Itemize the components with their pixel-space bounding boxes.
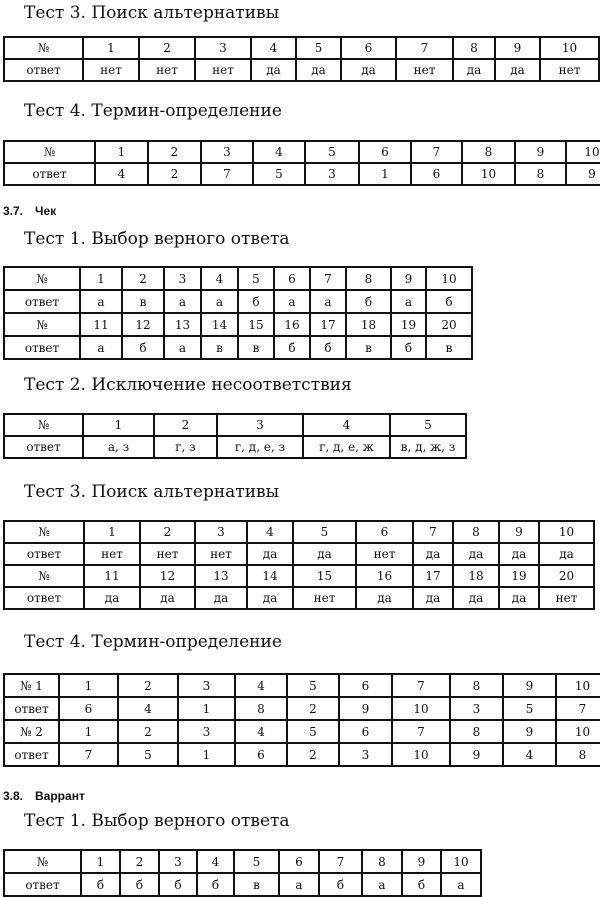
table-cell: 4 — [247, 521, 293, 543]
table-cell: 20 — [539, 565, 594, 587]
table-cell: 16 — [274, 313, 310, 336]
table-cell: 8 — [556, 743, 600, 766]
table-cell: да — [251, 59, 296, 81]
table-cell: 5 — [390, 414, 466, 436]
table-cell: да — [341, 59, 396, 81]
table-cell: 4 — [201, 267, 238, 290]
table-cell: нет — [140, 543, 195, 565]
table-cell: г, д, е, з — [217, 436, 303, 458]
table-cell: б — [120, 873, 159, 896]
table-cell: да — [195, 587, 247, 609]
table-cell: 8 — [346, 267, 391, 290]
table-cell: а — [441, 873, 481, 896]
table-cell: 10 — [462, 163, 515, 185]
table-cell: 8 — [450, 674, 503, 697]
table-cell: да — [499, 543, 539, 565]
table-cell: 7 — [319, 850, 362, 873]
table-cell: 1 — [359, 163, 411, 185]
table-cell: 17 — [310, 313, 346, 336]
table-cell: а — [80, 336, 122, 359]
table-cell: 12 — [140, 565, 195, 587]
table-cell: 15 — [238, 313, 274, 336]
table-cell: 1 — [59, 674, 118, 697]
answer-table — [3, 36, 600, 82]
table-cell: 1 — [80, 267, 122, 290]
table-cell: 4 — [303, 414, 390, 436]
table-cell: в, д, ж, з — [390, 436, 466, 458]
table-cell: 7 — [201, 163, 253, 185]
table-cell: 3 — [201, 141, 253, 163]
table-cell: да — [293, 543, 356, 565]
row-header: № 1 — [4, 674, 59, 697]
table-row — [4, 267, 472, 290]
table-cell: да — [413, 587, 453, 609]
row-header: ответ — [4, 59, 83, 81]
table-cell: а, з — [83, 436, 154, 458]
table-cell: 3 — [178, 720, 235, 743]
table-cell: 13 — [195, 565, 247, 587]
table-row — [4, 697, 600, 720]
table-cell: да — [296, 59, 341, 81]
table-cell: 1 — [59, 720, 118, 743]
table-row — [4, 565, 594, 587]
table-row — [4, 543, 594, 565]
table-cell: 10 — [426, 267, 472, 290]
table-cell: да — [453, 543, 499, 565]
section-title: Варрант — [35, 789, 85, 803]
table-cell: 9 — [495, 37, 540, 59]
table-cell: в — [238, 336, 274, 359]
table-cell: 11 — [80, 313, 122, 336]
table-cell: 1 — [83, 414, 154, 436]
table-cell: да — [356, 587, 413, 609]
table-cell: 4 — [95, 163, 148, 185]
table-cell: а — [274, 290, 310, 313]
table-cell: 7 — [396, 37, 453, 59]
table-row — [4, 59, 599, 81]
table-cell: 5 — [118, 743, 178, 766]
table-cell: 6 — [339, 674, 392, 697]
row-header: ответ — [4, 163, 95, 185]
table-cell: 8 — [462, 141, 515, 163]
table-cell: 3 — [159, 850, 197, 873]
table-cell: 3 — [195, 37, 251, 59]
table-cell: 3 — [450, 697, 503, 720]
table-cell: 5 — [296, 37, 341, 59]
table-row — [4, 414, 466, 436]
table-cell: 3 — [305, 163, 359, 185]
table-cell: в — [234, 873, 279, 896]
answer-table — [3, 673, 600, 767]
table-cell: да — [453, 587, 499, 609]
table-cell: 9 — [503, 720, 556, 743]
row-header: ответ — [4, 587, 84, 609]
table-cell: нет — [195, 59, 251, 81]
table-cell: б — [238, 290, 274, 313]
section-heading — [3, 789, 85, 803]
table-cell: в — [122, 290, 164, 313]
table-cell: 2 — [139, 37, 195, 59]
table-cell: 18 — [453, 565, 499, 587]
table-cell: 1 — [84, 521, 140, 543]
table-cell: 2 — [148, 163, 201, 185]
table-cell: 2 — [118, 720, 178, 743]
table-cell: 1 — [83, 37, 139, 59]
table-cell: б — [274, 336, 310, 359]
table-cell: 6 — [359, 141, 411, 163]
table-cell: б — [197, 873, 234, 896]
table-cell: да — [247, 543, 293, 565]
table-cell: 2 — [287, 743, 339, 766]
table-cell: б — [122, 336, 164, 359]
table-row — [4, 873, 481, 896]
test-heading: Тест 4. Термин-определение — [24, 632, 282, 652]
table-cell: 7 — [310, 267, 346, 290]
table-cell: 8 — [453, 37, 495, 59]
table-cell: б — [159, 873, 197, 896]
table-cell: нет — [539, 587, 594, 609]
row-header: ответ — [4, 743, 59, 766]
table-cell: 20 — [426, 313, 472, 336]
table-cell: 8 — [515, 163, 566, 185]
row-header: № — [4, 414, 83, 436]
table-cell: 5 — [253, 163, 305, 185]
table-cell: 5 — [238, 267, 274, 290]
table-row — [4, 587, 594, 609]
row-header: № — [4, 141, 95, 163]
table-cell: б — [402, 873, 441, 896]
table-cell: нет — [540, 59, 599, 81]
table-cell: нет — [356, 543, 413, 565]
table-cell: 7 — [556, 697, 600, 720]
table-cell: 7 — [411, 141, 462, 163]
table-cell: 10 — [566, 141, 600, 163]
section-number: 3.7. — [3, 204, 24, 218]
table-cell: 2 — [140, 521, 195, 543]
table-row — [4, 743, 600, 766]
row-header: ответ — [4, 436, 83, 458]
table-cell: 3 — [164, 267, 201, 290]
table-cell: 8 — [362, 850, 402, 873]
table-cell: нет — [84, 543, 140, 565]
table-cell: 19 — [499, 565, 539, 587]
table-cell: 9 — [503, 674, 556, 697]
table-cell: 10 — [540, 37, 599, 59]
row-header: № — [4, 267, 80, 290]
table-cell: 9 — [391, 267, 426, 290]
table-row — [4, 521, 594, 543]
table-cell: да — [499, 587, 539, 609]
table-cell: да — [453, 59, 495, 81]
table-cell: 1 — [81, 850, 120, 873]
table-cell: а — [310, 290, 346, 313]
table-cell: 7 — [59, 743, 118, 766]
table-cell: в — [426, 336, 472, 359]
table-cell: нет — [293, 587, 356, 609]
test-heading: Тест 2. Исключение несоответствия — [24, 375, 352, 395]
section-title: Чек — [35, 204, 57, 218]
test-heading: Тест 1. Выбор верного ответа — [24, 229, 290, 249]
table-cell: 8 — [235, 697, 287, 720]
table-row — [4, 37, 599, 59]
table-cell: 8 — [453, 521, 499, 543]
table-cell: 9 — [566, 163, 600, 185]
table-cell: а — [164, 336, 201, 359]
table-cell: 9 — [499, 521, 539, 543]
table-cell: а — [164, 290, 201, 313]
table-cell: 1 — [95, 141, 148, 163]
table-cell: 9 — [339, 697, 392, 720]
table-cell: 11 — [84, 565, 140, 587]
table-cell: 10 — [441, 850, 481, 873]
table-cell: да — [84, 587, 140, 609]
table-cell: 3 — [178, 674, 235, 697]
answer-table — [3, 140, 600, 186]
table-cell: 4 — [251, 37, 296, 59]
table-cell: а — [279, 873, 319, 896]
table-row — [4, 163, 600, 185]
table-cell: 4 — [503, 743, 556, 766]
table-cell: 2 — [122, 267, 164, 290]
test-heading: Тест 1. Выбор верного ответа — [24, 811, 290, 831]
table-cell: да — [247, 587, 293, 609]
table-cell: 18 — [346, 313, 391, 336]
row-header: ответ — [4, 336, 80, 359]
table-row — [4, 720, 600, 743]
row-header: ответ — [4, 543, 84, 565]
table-cell: а — [391, 290, 426, 313]
table-cell: а — [80, 290, 122, 313]
table-cell: 19 — [391, 313, 426, 336]
table-cell: 14 — [247, 565, 293, 587]
table-cell: 7 — [392, 674, 450, 697]
table-cell: 4 — [118, 697, 178, 720]
table-cell: 2 — [287, 697, 339, 720]
table-cell: 4 — [235, 720, 287, 743]
table-row — [4, 290, 472, 313]
table-cell: б — [426, 290, 472, 313]
table-cell: 2 — [118, 674, 178, 697]
table-cell: б — [81, 873, 120, 896]
table-cell: 2 — [154, 414, 217, 436]
table-cell: 6 — [341, 37, 396, 59]
table-cell: 6 — [235, 743, 287, 766]
table-cell: 3 — [195, 521, 247, 543]
table-row — [4, 436, 466, 458]
table-cell: а — [201, 290, 238, 313]
table-cell: 8 — [450, 720, 503, 743]
table-cell: г, з — [154, 436, 217, 458]
table-cell: 15 — [293, 565, 356, 587]
table-cell: 5 — [293, 521, 356, 543]
answer-table — [3, 520, 595, 610]
table-cell: 4 — [235, 674, 287, 697]
row-header: ответ — [4, 873, 81, 896]
table-cell: 4 — [253, 141, 305, 163]
table-cell: 7 — [392, 720, 450, 743]
table-cell: 9 — [515, 141, 566, 163]
table-cell: 3 — [217, 414, 303, 436]
row-header: № — [4, 521, 84, 543]
table-cell: а — [362, 873, 402, 896]
table-row — [4, 336, 472, 359]
row-header: № — [4, 313, 80, 336]
table-cell: нет — [396, 59, 453, 81]
table-cell: б — [319, 873, 362, 896]
table-cell: нет — [139, 59, 195, 81]
table-cell: 17 — [413, 565, 453, 587]
table-cell: б — [310, 336, 346, 359]
table-cell: 6 — [356, 521, 413, 543]
table-cell: 6 — [279, 850, 319, 873]
table-cell: 2 — [120, 850, 159, 873]
row-header: № 2 — [4, 720, 59, 743]
table-cell: г, д, е, ж — [303, 436, 390, 458]
table-cell: 6 — [411, 163, 462, 185]
table-cell: да — [539, 543, 594, 565]
table-row — [4, 674, 600, 697]
table-cell: 6 — [274, 267, 310, 290]
answer-table — [3, 413, 467, 459]
table-cell: 10 — [539, 521, 594, 543]
table-cell: 5 — [287, 720, 339, 743]
table-cell: 2 — [148, 141, 201, 163]
table-cell: 10 — [556, 720, 600, 743]
table-cell: нет — [83, 59, 139, 81]
answer-table — [3, 266, 473, 360]
table-cell: 14 — [201, 313, 238, 336]
table-cell: 10 — [392, 697, 450, 720]
row-header: № — [4, 565, 84, 587]
row-header: ответ — [4, 697, 59, 720]
table-cell: 10 — [392, 743, 450, 766]
table-cell: в — [346, 336, 391, 359]
table-cell: 1 — [178, 743, 235, 766]
table-cell: 5 — [234, 850, 279, 873]
row-header: № — [4, 37, 83, 59]
table-cell: 9 — [402, 850, 441, 873]
table-cell: в — [201, 336, 238, 359]
table-cell: 3 — [339, 743, 392, 766]
table-row — [4, 313, 472, 336]
test-heading: Тест 4. Термин-определение — [24, 101, 282, 121]
table-cell: 6 — [59, 697, 118, 720]
table-cell: 6 — [339, 720, 392, 743]
table-cell: 7 — [413, 521, 453, 543]
row-header: № — [4, 850, 81, 873]
table-cell: да — [413, 543, 453, 565]
table-cell: 16 — [356, 565, 413, 587]
table-cell: да — [495, 59, 540, 81]
table-cell: 5 — [305, 141, 359, 163]
table-cell: 10 — [556, 674, 600, 697]
test-heading: Тест 3. Поиск альтернативы — [24, 482, 280, 502]
table-cell: б — [346, 290, 391, 313]
answer-table — [3, 849, 482, 897]
section-number: 3.8. — [3, 789, 24, 803]
table-cell: 12 — [122, 313, 164, 336]
test-heading: Тест 3. Поиск альтернативы — [24, 3, 280, 23]
table-cell: 4 — [197, 850, 234, 873]
section-heading — [3, 204, 56, 218]
table-cell: 13 — [164, 313, 201, 336]
table-row — [4, 850, 481, 873]
table-row — [4, 141, 600, 163]
table-cell: 1 — [178, 697, 235, 720]
table-cell: 5 — [503, 697, 556, 720]
table-cell: 9 — [450, 743, 503, 766]
row-header: ответ — [4, 290, 80, 313]
table-cell: да — [140, 587, 195, 609]
table-cell: нет — [195, 543, 247, 565]
table-cell: б — [391, 336, 426, 359]
table-cell: 5 — [287, 674, 339, 697]
